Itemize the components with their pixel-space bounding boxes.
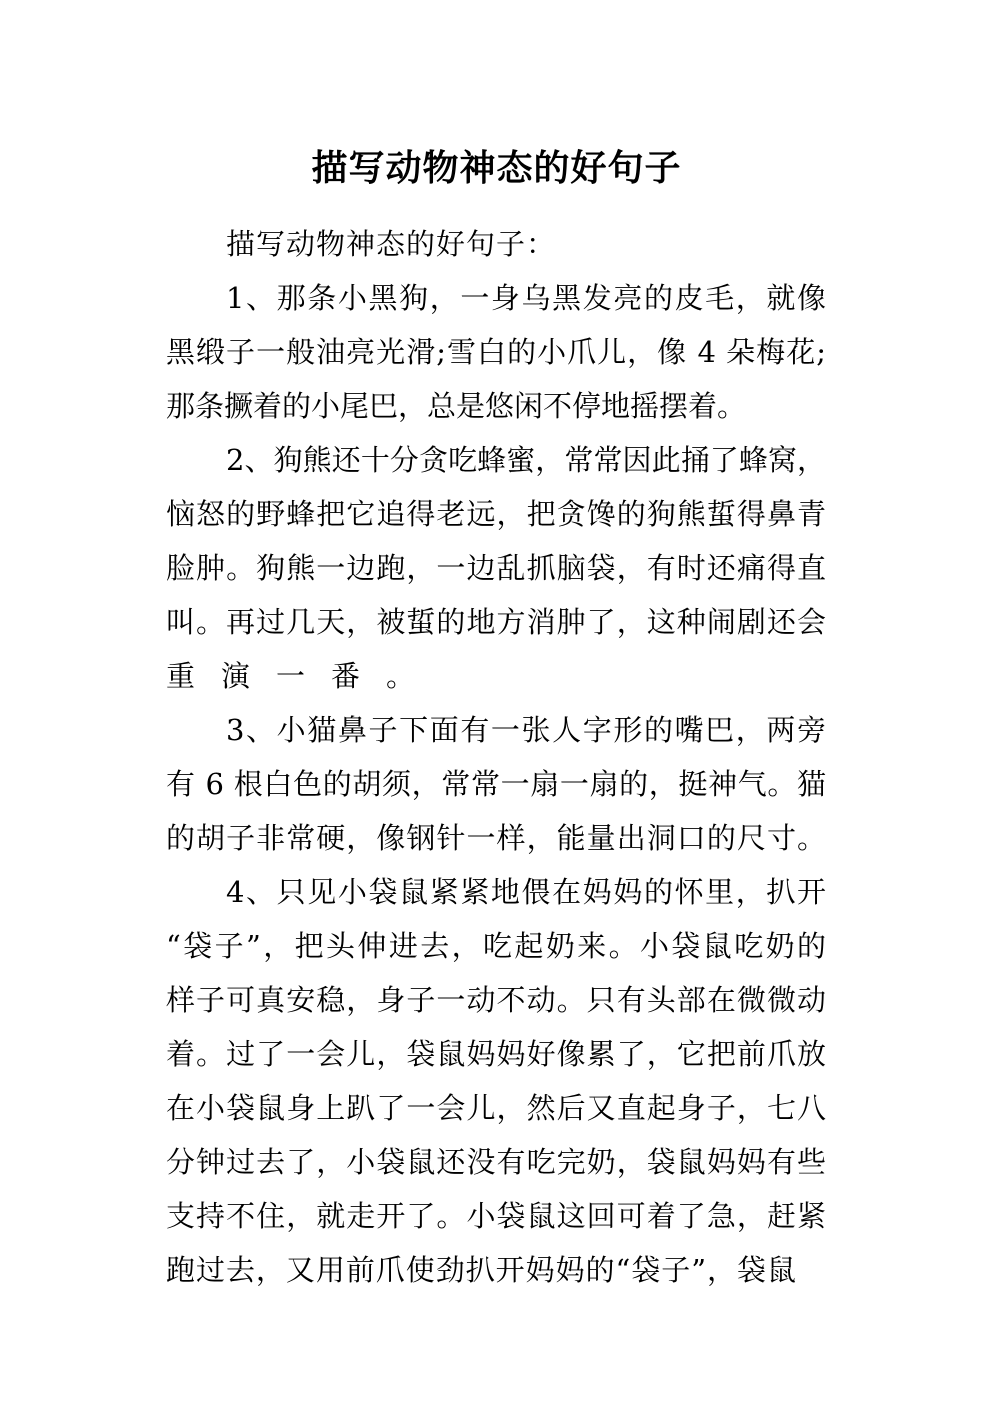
text-line: 的胡子非常硬，像钢针一样，能量出洞口的尺寸。 — [166, 821, 826, 855]
text-line: 着。过了一会儿，袋鼠妈妈好像累了，它把前爪放 — [166, 1037, 826, 1071]
paragraph-item-2 — [166, 433, 826, 703]
text-line: 4、只见小袋鼠紧紧地偎在妈妈的怀里，扒开 — [226, 875, 826, 909]
paragraph-intro — [166, 217, 826, 271]
document-title: 描写动物神态的好句子 — [311, 148, 682, 190]
text-line: 有 6 根白色的胡须，常常一扇一扇的，挺神气。猫 — [166, 767, 826, 801]
paragraph-item-3 — [166, 703, 826, 865]
text-line: 黑缎子一般油亮光滑;雪白的小爪儿，像 4 朵梅花; — [166, 335, 826, 369]
text-line: 样子可真安稳，身子一动不动。只有头部在微微动 — [166, 983, 826, 1017]
text-line: 恼怒的野蜂把它追得老远，把贪馋的狗熊蜇得鼻青 — [166, 497, 826, 531]
text-line: 脸肿。狗熊一边跑，一边乱抓脑袋，有时还痛得直 — [166, 551, 826, 585]
text-line: 那条撅着的小尾巴，总是悠闲不停地摇摆着。 — [166, 389, 747, 423]
text-line: 叫。再过几天，被蜇的地方消肿了，这种闹剧还会 — [166, 605, 826, 639]
document-body — [166, 217, 826, 1297]
paragraph-item-1 — [166, 271, 826, 433]
text-line: 1、那条小黑狗，一身乌黑发亮的皮毛，就像 — [226, 281, 826, 315]
text-line: 跑过去，又用前爪使劲扒开妈妈的“袋子”，袋鼠 — [166, 1253, 796, 1287]
text-line: 支持不住，就走开了。小袋鼠这回可着了急，赶紧 — [166, 1199, 826, 1233]
text-line: 分钟过去了，小袋鼠还没有吃完奶，袋鼠妈妈有些 — [166, 1145, 826, 1179]
text-line: 2、狗熊还十分贪吃蜂蜜，常常因此捅了蜂窝， — [226, 443, 826, 477]
text-line: “袋子”，把头伸进去，吃起奶来。小袋鼠吃奶的 — [166, 929, 826, 963]
text-line: 3、小猫鼻子下面有一张人字形的嘴巴，两旁 — [226, 713, 826, 747]
text-line: 描写动物神态的好句子： — [226, 227, 557, 261]
paragraph-item-4 — [166, 865, 826, 1297]
text-line: 重演一番。 — [166, 659, 442, 693]
text-line: 在小袋鼠身上趴了一会儿，然后又直起身子，七八 — [166, 1091, 826, 1125]
